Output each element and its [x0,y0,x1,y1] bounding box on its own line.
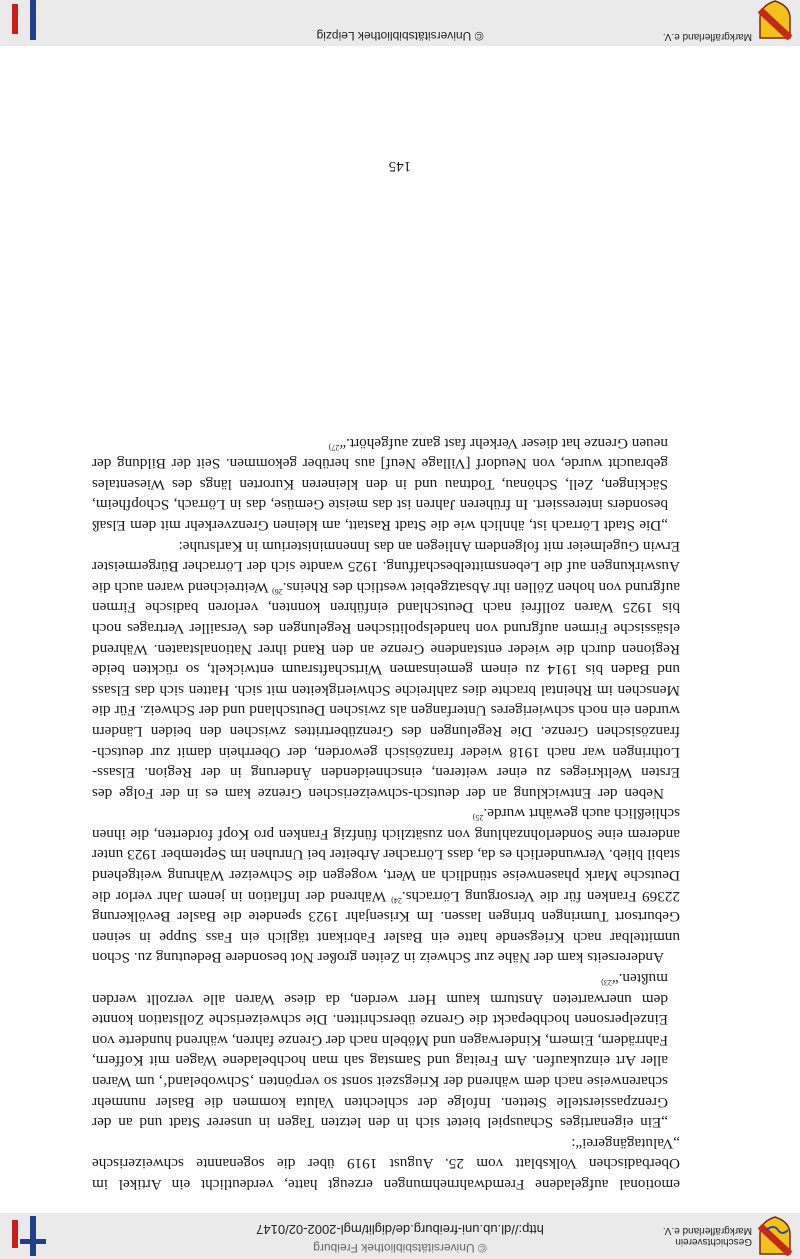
header-bar [0,1213,800,1259]
society-region: Markgräflerland e.V. [662,1225,752,1236]
footnote-ref-25[interactable]: 25) [472,813,484,823]
library-credit: © Universitätsbibliothek Leipzig [316,29,484,43]
quote-valutagaengerei: „Ein eigenartiges Schauspiel bietet sich in den letzten Tagen in unserer Stadt und an der Grenzpassierstelle Stetten. Infolge der schlechten Valuta kommen die Basler nunmehr scharenweise nach dem während der Kriegszeit sonst so verpönten ‚Schwobeland‘, um Waren aller Art einzukaufen. Am Freitag und Samstag sah man hochbeladene Wagen mit Koffern, Fahrrädern, Eimern, Kinderwagen und Möbeln nach der Grenze fahren, während hunderte von Einzelpersonen hochbepackt die Grenze überschritten. Die schweizerische Zollstation konnte dem unerwarteten Ansturm kaum Herr werden, da diese Waren alle verzollt werden mußten.“$^{23)}$ [92,970,668,1132]
main-text [92,432,680,1194]
university-library-logo-icon [8,0,48,40]
page-number: 145 [388,158,412,174]
source-url-link[interactable]: http://dl.ub.uni-freiburg.de/diglit/mgl-2002-02/0147 [256,1222,544,1237]
quote-loerrach-mayor: „Die Stadt Lörrach ist, ähnlich wie die Stadt Rastatt, am kleinen Grenzverkehr mit dem Elsaß besonders interessiert. In früheren Jahren ist das meiste Gemüse, das in Lörrach, Schopfheim, Säckingen, Zell, Schönau, Todtnau und in den kleineren Kurorten längs des Wiesentales gebraucht wurde, von Neudorf [Village Neuf] aus herüber gekommen. Seit der Bildung der neuen Grenze hat dieser Verkehr fast ganz aufgehört.“$^{27)}$ [92,434,668,534]
paragraph-swiss-proximity: Andererseits kam der Nähe zur Schweiz in Zeiten großer Not besondere Bedeutung zu. Schon unmittelbar nach Kriegsende hatte ein Basler Fabrikant täglich ein Fass Suppe in seinen Geburtsort Tumringen bringen lassen. Im Krisenjahr 1923 spendete die Basler Bevölkerung 22369 Franken für die Versorgung Lörrachs.$^{24)}$ Während der Inflation in jenem Jahr verlor die Deutsche Mark phasenweise stündlich an Wert, wogegen die Schweizer Währung weitgehend stabil blieb. Verwunderlich es da, dass Lörracher Arbeiter bei Unruhen im September 1923 unter anderem eine Sonderlohnzahlung von zusätzlich fünfzig Franken pro Kopf forderten, die ihnen schließlich auch gewährt wurde.$^{25)}$ [92,805,680,967]
society-name: Geschichtsverein [675,1236,752,1247]
library-credit: © Universitätsbibliothek Freiburg [313,1241,487,1255]
paragraph-intro: emotional aufgeladene Fremdwahrnehmungen erzeugt hatte, verdeutlicht ein Artikel im Oberbadischen Volksblatt vom 25. August 1919 über die sogenannte schweizerische „Valutagängerei“: [92,1134,680,1193]
footer-bar [0,0,800,46]
footnote-ref-23[interactable]: 23) [601,978,612,988]
footnote-ref-24[interactable]: 24) [391,895,402,905]
footnote-ref-27[interactable]: 27) [328,442,340,452]
paragraph-alsace-border: Neben der Entwicklung an der deutsch-schweizerischen Grenze kam es in der Folge des Ersten Weltkrieges zu einer weiteren, einschneidenden Änderung in der Region. Elsass-Lothringen war nach 1918 wieder französisch geworden, der Oberrhein damit zur deutsch-französischen Grenze. Die Regelungen des Grenzübertrittes zwischen den beiden Ländern wurden ein noch schwierigeres Unterfangen als zwischen Deutschland und der Schweiz. Für die Menschen im Rheintal brachte dies zahlreiche Schwierigkeiten mit sich. Hatten sich das Elsass und Baden bis 1914 zu einem gemeinsamen Wirtschaftsraum entwickelt, so rückten beide Regionen durch die wieder entstandene Grenze an den Rand ihrer Nationalstaaten. Während elsässische Firmen aufgrund von handelspolitischen Regelungen des Versailler Vertrages noch bis 1925 Waren zollfrei nach Deutschland einführen konnten, verloren badische Firmen aufgrund von hohen Zöllen ihr Absatzgebiet westlich des Rheins.$^{26)}$ Weitreichend waren auch die Auswirkungen auf die Lebensmittelbeschaffung. 1925 wandte sich der Lörracher Bürgermeister Erwin Gugelmeier mit folgendem Anliegen an das Innenministerium in Karlsruhe: [92,537,680,802]
university-library-logo-icon [8,1216,48,1256]
footnote-ref-26[interactable]: 26) [272,586,283,596]
society-region: Markgräflerland e.V. [662,31,752,42]
